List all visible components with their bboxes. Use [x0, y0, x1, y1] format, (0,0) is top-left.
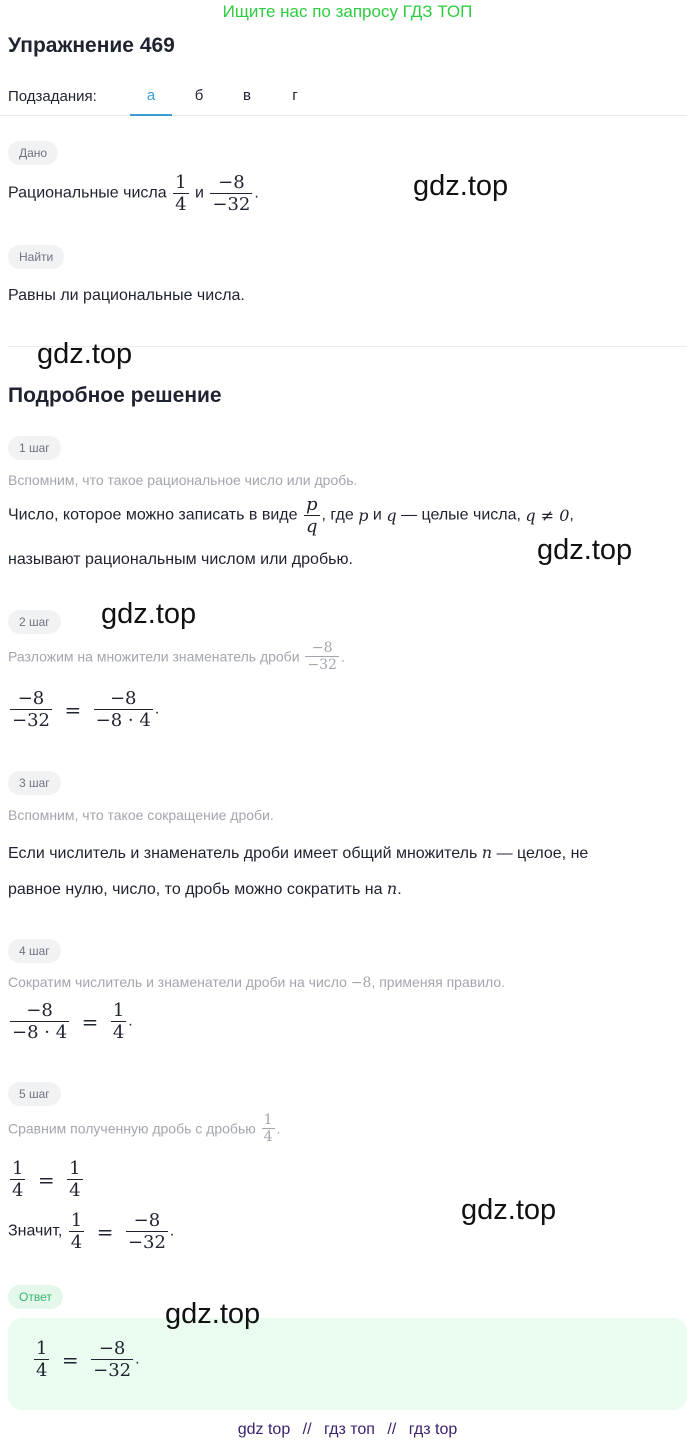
subtabs-label: Подзадания: — [8, 88, 97, 105]
step-5-conclusion: Значит, $\frac{1}{4}$ = $\frac{-8}{-32}$ . — [8, 1210, 175, 1253]
step-1-hint: Вспомним, что такое рациональное число или дробь. — [8, 472, 358, 488]
answer-box — [8, 1318, 687, 1410]
step-4-equation: $\frac{-8}{-8 \cdot 4}$ = $\frac{1}{4}$ . — [12, 1000, 133, 1043]
tab-g[interactable]: г — [292, 87, 298, 104]
given-pill: Дано — [8, 141, 58, 165]
tab-v[interactable]: в — [243, 87, 251, 104]
footer-link-2[interactable]: гдз топ — [324, 1421, 375, 1438]
given-fraction-2: $\frac{-8}{-32}$ — [212, 172, 251, 215]
given-conj: и — [195, 184, 204, 202]
watermark: gdz.top — [413, 170, 509, 202]
footer-sep-1: // — [302, 1421, 312, 1438]
watermark: gdz.top — [101, 598, 197, 630]
footer-link-3[interactable]: гдз top — [408, 1421, 458, 1438]
answer-equation: $\frac{1}{4}$ = $\frac{-8}{-32}$ . — [36, 1338, 140, 1381]
solution-title: Подробное решение — [8, 384, 222, 407]
step-3-hint: Вспомним, что такое сокращение дроби. — [8, 807, 274, 823]
search-banner: Ищите нас по запросу ГДЗ ТОП — [222, 2, 473, 21]
watermark: gdz.top — [165, 1298, 261, 1330]
step-1-line-2: называют рациональным числом или дробью. — [8, 551, 353, 568]
step-3-pill: 3 шаг — [8, 771, 61, 795]
step-2-pill: 2 шаг — [8, 610, 61, 634]
tab-a[interactable]: а — [130, 82, 172, 116]
watermark: gdz.top — [37, 338, 133, 370]
step-3-line-2: равное нулю, число, то дробь можно сократить на n. — [8, 879, 402, 898]
step-1-pill: 1 шаг — [8, 436, 61, 460]
given-label: Рациональные числа — [8, 184, 167, 202]
answer-pill: Ответ — [8, 1285, 63, 1309]
given-fraction-1: $\frac{1}{4}$ — [175, 172, 187, 215]
watermark: gdz.top — [537, 534, 633, 566]
step-5-equation: $\frac{1}{4}$ = $\frac{1}{4}$ — [12, 1158, 81, 1201]
subtask-tabs — [0, 82, 687, 116]
page-title: Упражнение 469 — [8, 34, 175, 57]
step-1-line-1: Число, которое можно записать в виде $\frac{p}{q}$ , где p и q — целые числа, q ≠ 0, — [8, 494, 574, 537]
step-5-pill: 5 шаг — [8, 1082, 61, 1106]
tab-b[interactable]: б — [194, 87, 204, 104]
footer-sep-2: // — [387, 1421, 397, 1438]
step-2-hint: Разложим на множители знаменатель дроби $\frac{-8}{-32}$ . — [8, 640, 345, 673]
find-pill: Найти — [8, 245, 64, 269]
step-4-hint: Сократим числитель и знаменатели дроби на число −8, применяя правило. — [8, 974, 506, 991]
given-text: Рациональные числа $\frac{1}{4}$ и $\frac{-8}{-32}$ . — [8, 172, 259, 215]
watermark: gdz.top — [461, 1194, 557, 1226]
find-text: Равны ли рациональные числа. — [8, 287, 245, 304]
step-1-fraction: $\frac{p}{q}$ — [305, 494, 318, 537]
footer-link-1[interactable]: gdz top — [237, 1421, 291, 1438]
step-4-pill: 4 шаг — [8, 939, 61, 963]
step-3-line-1: Если числитель и знаменатель дроби имеет общий множитель n — целое, не — [8, 843, 589, 862]
step-2-equation: $\frac{-8}{-32}$ = $\frac{-8}{-8 \cdot 4}$ . — [12, 688, 160, 731]
footer-links — [0, 1421, 695, 1439]
step-5-hint: Сравним полученную дробь с дробью $\frac{1}{4}$ . — [8, 1112, 281, 1145]
